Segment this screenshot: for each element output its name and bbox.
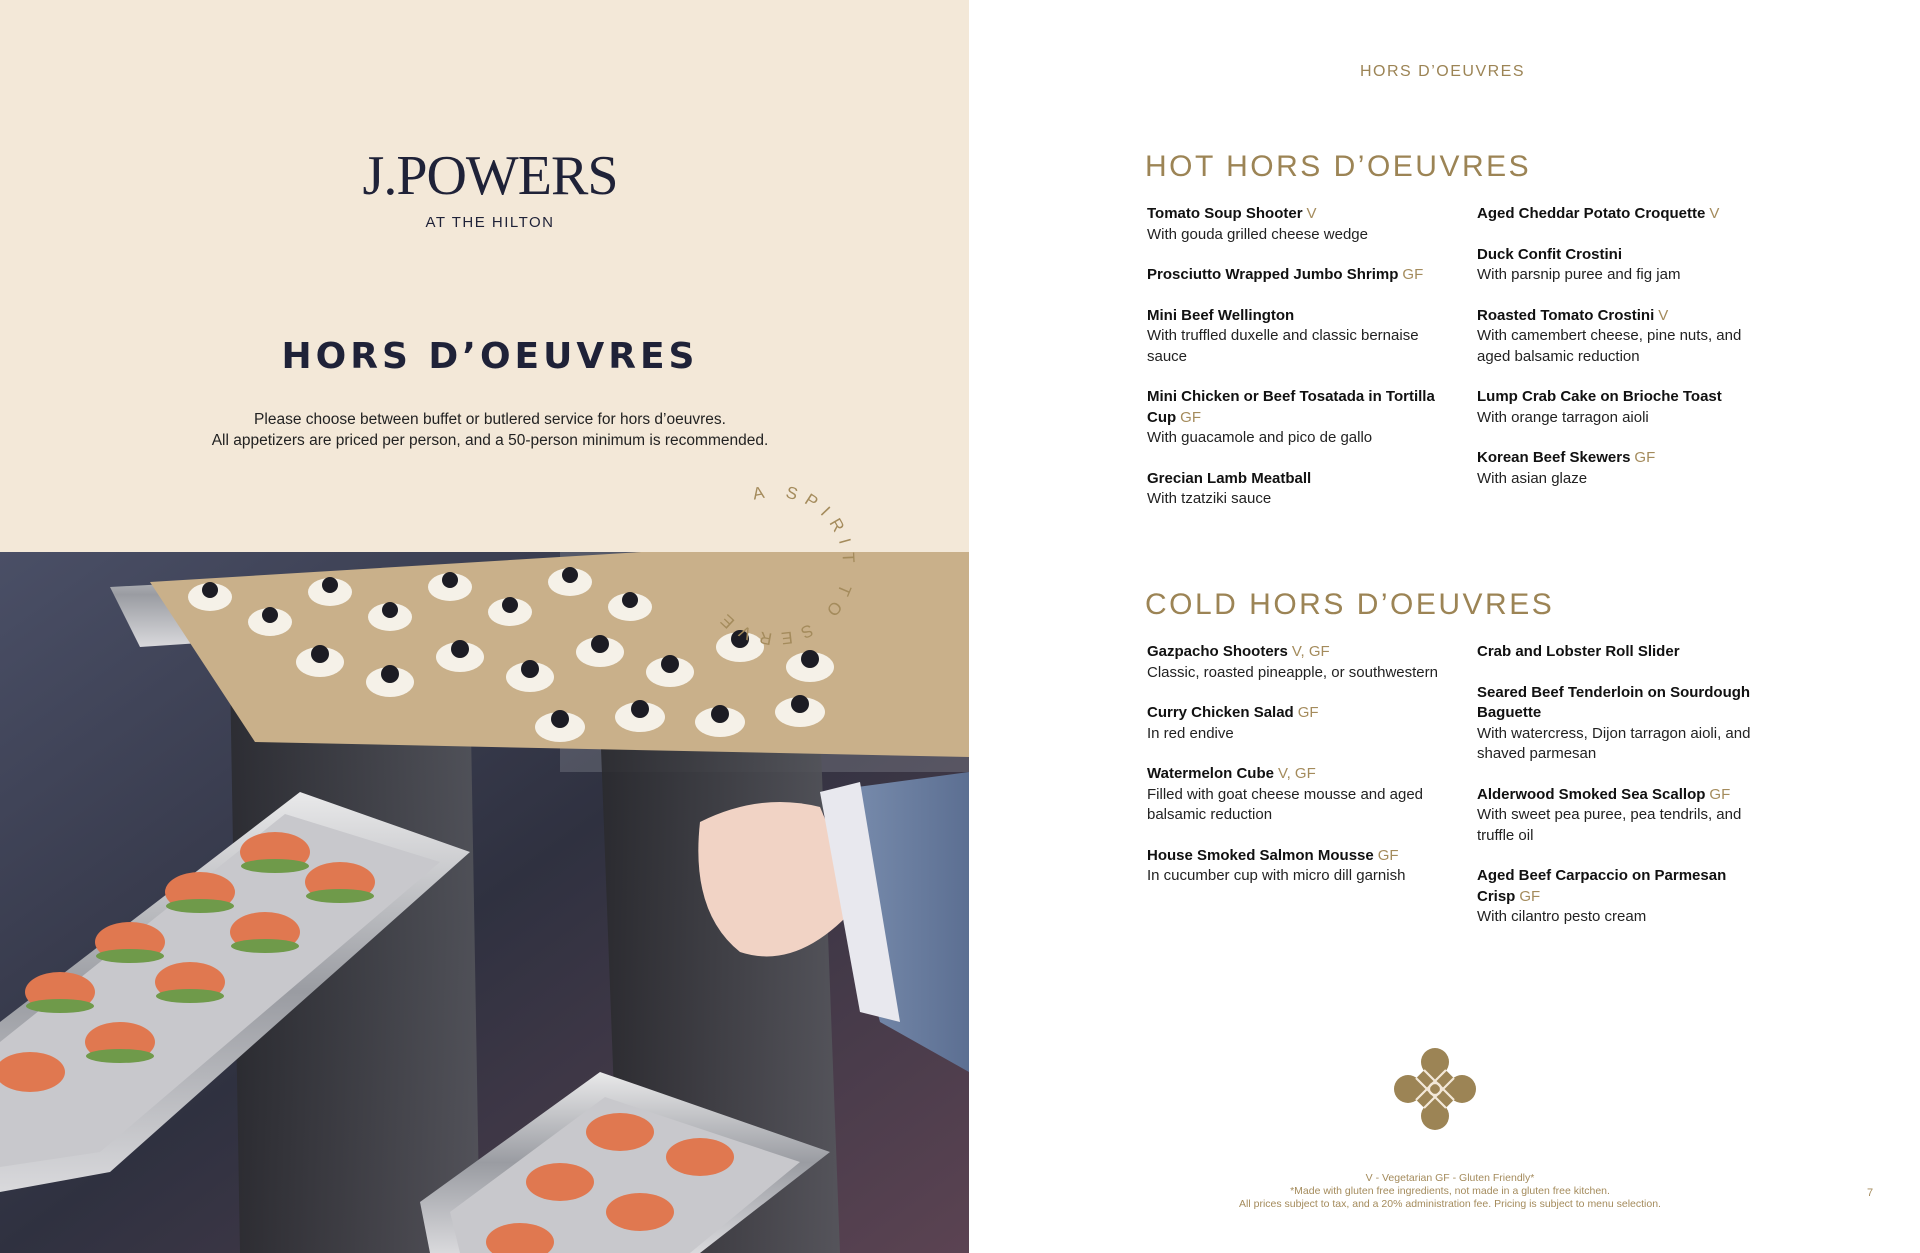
- menu-item-description: With camembert cheese, pine nuts, and aged balsamic reduction: [1477, 327, 1742, 365]
- dietary-tag: GF: [1519, 887, 1541, 905]
- menu-item-name: House Smoked Salmon Mousse: [1147, 846, 1374, 864]
- menu-item-name: Aged Cheddar Potato Croquette: [1477, 205, 1706, 222]
- menu-item-description: With tzatziki sauce: [1147, 490, 1272, 507]
- svg-text:A SPIRIT TO SERVE: [711, 482, 858, 649]
- running-header: HORS D’OEUVRES: [1360, 63, 1526, 80]
- menu-item-name: Tomato Soup Shooter: [1147, 205, 1303, 222]
- menu-item-description: With watercress, Dijon tarragon aioli, and shaved parmesan: [1477, 724, 1751, 762]
- menu-item: [1147, 204, 1447, 245]
- menu-item: [1147, 764, 1447, 826]
- stamp-text: A SPIRIT TO SERVE: [711, 481, 859, 649]
- menu-item-name: Gazpacho Shooters: [1147, 643, 1288, 660]
- footer-pricing-note: All prices subject to tax, and a 20% administration fee. Pricing is subject to menu selection.: [1239, 1198, 1661, 1210]
- menu-item-description: With parsnip puree and fig jam: [1477, 266, 1681, 283]
- menu-item: [1477, 785, 1777, 847]
- menu-item-name: Seared Beef Tenderloin on Sourdough Baguette: [1477, 683, 1751, 721]
- hot-right-column: [1477, 204, 1777, 509]
- intro-line: All appetizers are priced per person, and a 50-person minimum is recommended.: [211, 432, 769, 449]
- menu-item-description: Classic, roasted pineapple, or southwestern: [1147, 663, 1438, 681]
- footer-legend: V - Vegetarian GF - Gluten Friendly*: [1365, 1172, 1535, 1184]
- dietary-tag: GF: [1180, 408, 1202, 426]
- menu-item: [1147, 846, 1447, 887]
- dietary-tag: V, GF: [1277, 765, 1316, 782]
- dietary-tag: GF: [1297, 704, 1319, 721]
- menu-item: [1477, 387, 1777, 428]
- footer-notes: [1145, 1172, 1755, 1211]
- menu-item-description: Filled with goat cheese mousse and aged balsamic reduction: [1147, 785, 1424, 823]
- menu-item-description: With guacamole and pico de gallo: [1147, 429, 1373, 446]
- dietary-tag: V: [1658, 306, 1669, 324]
- menu-item: [1477, 642, 1777, 663]
- menu-item: [1147, 703, 1447, 744]
- menu-item-name: Korean Beef Skewers: [1477, 449, 1631, 466]
- intro-line: Please choose between buffet or butlered service for hors d’oeuvres.: [254, 411, 726, 428]
- hot-section-title: HOT HORS D’OEUVRES: [1145, 150, 1532, 183]
- menu-item-description: With gouda grilled cheese wedge: [1147, 225, 1368, 243]
- stamp-circle-text: [680, 470, 870, 660]
- menu-item-description: In cucumber cup with micro dill garnish: [1147, 867, 1406, 884]
- cold-left-column: [1147, 642, 1447, 907]
- menu-item-name: Mini Beef Wellington: [1147, 306, 1295, 324]
- menu-item-description: With asian glaze: [1477, 469, 1588, 487]
- menu-item: [1477, 245, 1777, 286]
- menu-item-name: Crab and Lobster Roll Slider: [1477, 643, 1680, 660]
- cold-section-title: COLD HORS D’OEUVRES: [1145, 588, 1555, 621]
- menu-item: [1147, 469, 1447, 510]
- brand-logo: [0, 145, 980, 231]
- menu-item-name: Grecian Lamb Meatball: [1147, 469, 1312, 487]
- brand-subtitle: AT THE HILTON: [425, 214, 555, 231]
- dietary-tag: V, GF: [1291, 643, 1330, 660]
- dietary-tag: GF: [1709, 785, 1731, 803]
- menu-item: [1477, 204, 1777, 225]
- footer-gf-note: *Made with gluten free ingredients, not made in a gluten free kitchen.: [1290, 1185, 1610, 1197]
- dietary-tag: GF: [1634, 449, 1656, 466]
- menu-item-description: With sweet pea puree, pea tendrils, and truffle oil: [1477, 806, 1742, 844]
- menu-item-name: Watermelon Cube: [1147, 765, 1274, 782]
- intro-text: [0, 409, 980, 451]
- menu-item: [1477, 683, 1777, 765]
- menu-item-name: Roasted Tomato Crostini: [1477, 306, 1655, 324]
- menu-item: [1147, 306, 1447, 368]
- menu-item-description: With cilantro pesto cream: [1477, 908, 1647, 925]
- menu-item: [1477, 866, 1777, 928]
- menu-item: [1147, 642, 1447, 683]
- menu-item-name: Aged Beef Carpaccio on Parmesan Crisp: [1477, 867, 1727, 905]
- menu-item: [1477, 448, 1777, 489]
- menu-item: [1147, 265, 1447, 286]
- hot-left-column: [1147, 204, 1447, 530]
- dietary-tag: V: [1709, 205, 1720, 222]
- menu-item: [1477, 306, 1777, 368]
- dietary-tag: GF: [1402, 266, 1424, 283]
- brand-name: J.POWERS: [362, 145, 618, 207]
- page-title: HORS D’OEUVRES: [281, 336, 699, 377]
- dietary-tag: GF: [1377, 846, 1399, 864]
- menu-item-name: Mini Chicken or Beef Tosatada in Tortilla Cup: [1147, 388, 1435, 426]
- cold-right-column: [1477, 642, 1777, 948]
- menu-item-name: Lump Crab Cake on Brioche Toast: [1477, 388, 1722, 405]
- dietary-tag: V: [1306, 205, 1317, 222]
- menu-item-description: With orange tarragon aioli: [1477, 408, 1649, 426]
- menu-item-name: Prosciutto Wrapped Jumbo Shrimp: [1147, 266, 1399, 283]
- menu-item-name: Duck Confit Crostini: [1477, 245, 1622, 263]
- page-number: 7: [1867, 1187, 1874, 1199]
- menu-item-description: With truffled duxelle and classic bernaise sauce: [1147, 327, 1419, 365]
- menu-item: [1147, 387, 1447, 449]
- menu-item-name: Alderwood Smoked Sea Scallop: [1477, 785, 1706, 803]
- menu-item-description: In red endive: [1147, 724, 1234, 742]
- menu-item-name: Curry Chicken Salad: [1147, 704, 1294, 721]
- ornament-icon: [1394, 1048, 1476, 1130]
